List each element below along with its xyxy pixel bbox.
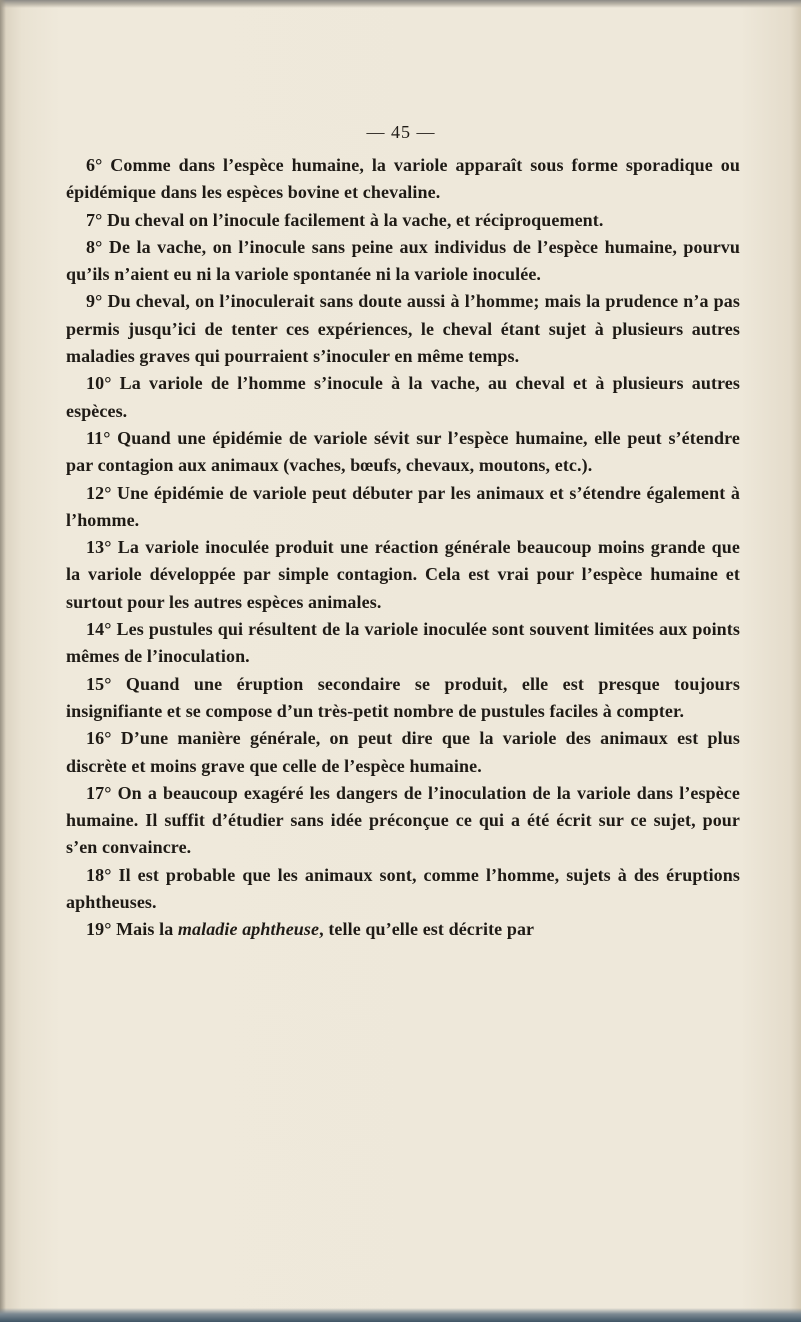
paragraph-13: 13° La variole inoculée produit une réaction générale beaucoup moins grande que la variole développée par simple contagion. Cela est vrai pour l’espèce humaine et surtout pour les autres espèces animales. <box>66 537 740 612</box>
paragraph-10: 10° La variole de l’homme s’inocule à la vache, au cheval et à plusieurs autres espèces. <box>66 373 740 421</box>
paragraph-17: 17° On a beaucoup exagéré les dangers de l’inoculation de la variole dans l’espèce humaine. Il suffit d’étudier sans idée préconçue ce qui a été écrit sur ce sujet, pour s’en convaincre. <box>66 782 740 858</box>
paragraph-19-emphasis: maladie aphtheuse <box>177 919 320 940</box>
paragraph-19 <box>66 916 740 943</box>
page-number: — 45 — <box>366 122 436 142</box>
body-text <box>66 152 740 944</box>
paragraph-9: 9° Du cheval, on l’inoculerait sans doute aussi à l’homme; mais la prudence n’a pas permis jusqu’ici de tenter ces expériences, le cheval étant sujet à plusieurs autres maladies graves qui pourraient s’inoculer en même temps. <box>66 291 740 367</box>
paragraph-18: 18° Il est probable que les animaux sont, comme l’homme, sujets à des éruptions aphtheuses. <box>66 864 740 913</box>
paragraph-8: 8° De la vache, on l’inocule sans peine aux individus de l’espèce humaine, pourvu qu’ils n’aient eu ni la variole spontanée ni la variole inoculée. <box>66 236 740 285</box>
paragraph-6: 6° Comme dans l’espèce humaine, la variole apparaît sous forme sporadique ou épidémique dans les espèces bovine et chevaline. <box>66 155 740 203</box>
paragraph-14: 14° Les pustules qui résultent de la variole inoculée sont souvent limitées aux points mêmes de l’inoculation. <box>66 619 740 667</box>
page-top-edge <box>0 0 801 8</box>
paragraph-19-end: , telle qu’elle est décrite par <box>319 919 535 940</box>
paragraph-12: 12° Une épidémie de variole peut débuter par les animaux et s’étendre également à l’homme. <box>66 482 740 530</box>
paragraph-11: 11° Quand une épidémie de variole sévit sur l’espèce humaine, elle peut s’étendre par contagion aux animaux (vaches, bœufs, chevaux, moutons, etc.). <box>66 427 740 476</box>
paragraph-7: 7° Du cheval on l’inocule facilement à la vache, et réciproquement. <box>86 209 604 230</box>
paragraph-19-start: 19° Mais la <box>86 919 178 940</box>
page-bottom-edge <box>0 1308 801 1322</box>
paragraph-16: 16° D’une manière générale, on peut dire que la variole des animaux est plus discrète et moins grave que celle de l’espèce humaine. <box>66 728 740 776</box>
page-left-shadow <box>0 0 6 1322</box>
paragraph-15: 15° Quand une éruption secondaire se produit, elle est presque toujours insignifiante et se compose d’un très-petit nombre de pustules faciles à compter. <box>66 673 740 721</box>
